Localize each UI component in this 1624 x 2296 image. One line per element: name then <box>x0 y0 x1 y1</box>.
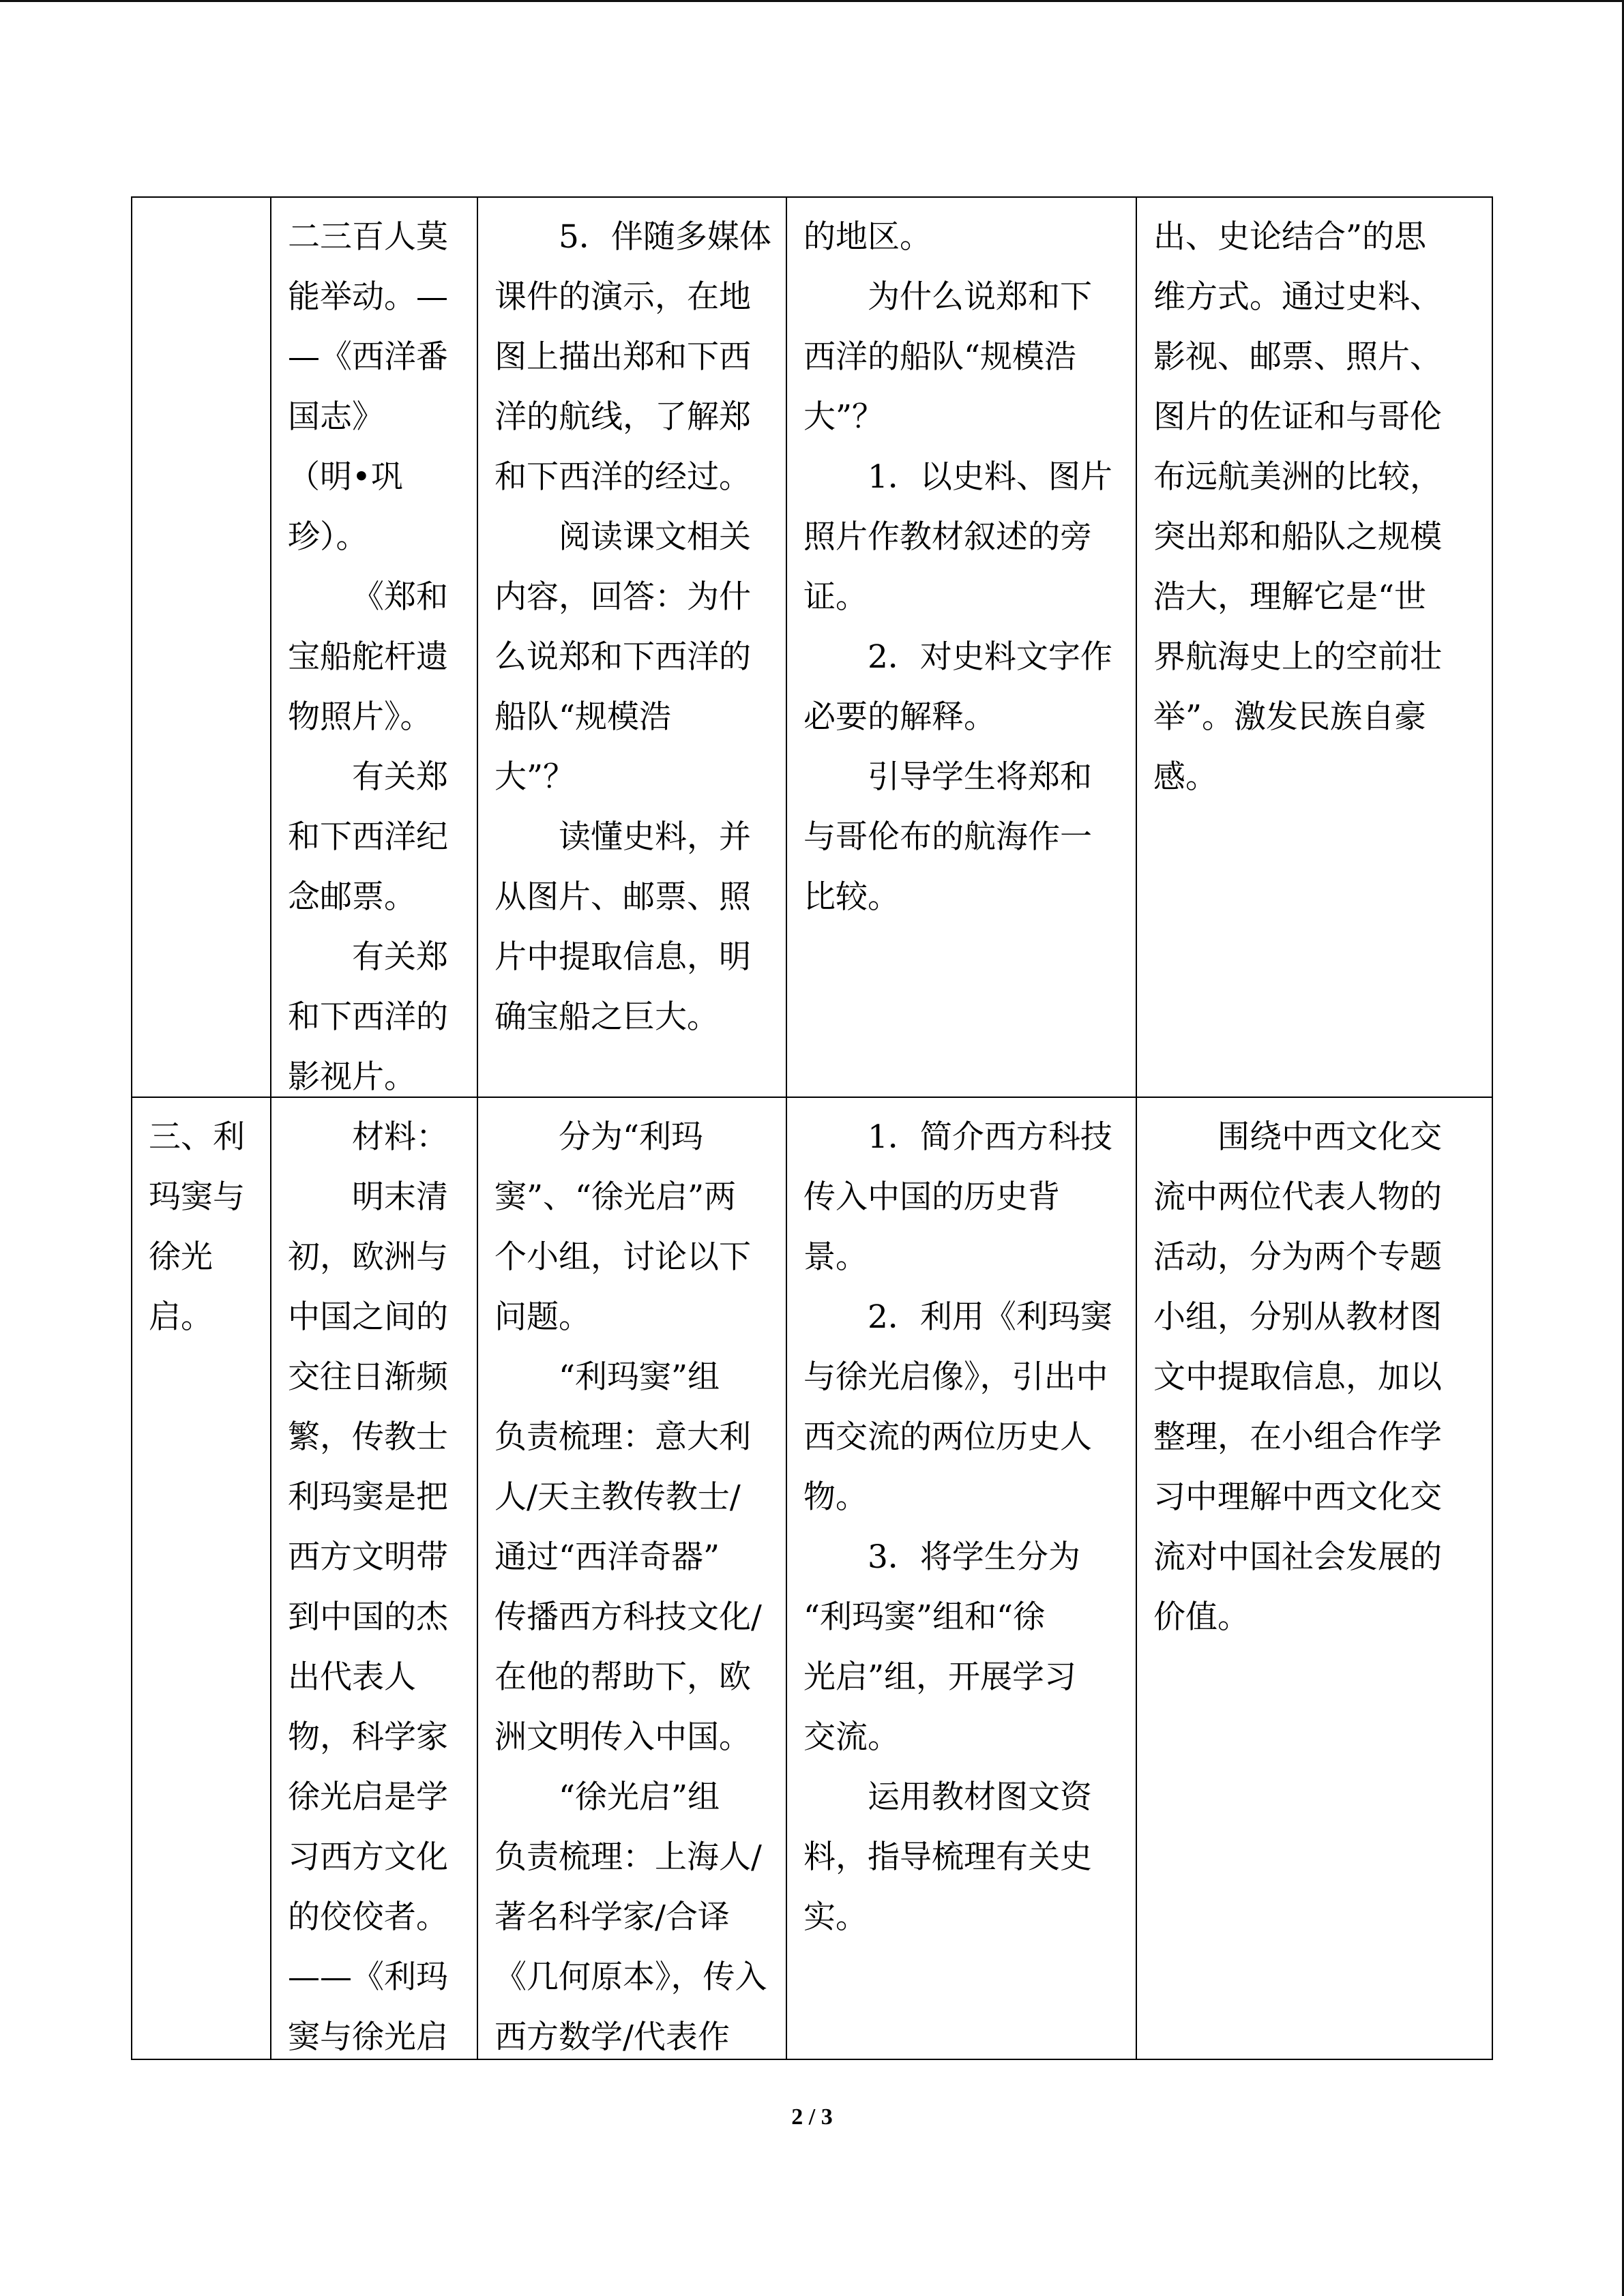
table-cell-r1-c1 <box>132 198 271 1098</box>
text-line: 比较。 <box>803 878 900 916</box>
text-line: 整理，在小组合作学 <box>1153 1418 1442 1456</box>
text-line: 三、利 <box>149 1118 245 1156</box>
text-line: “利玛窦”组和“徐 <box>803 1598 1046 1636</box>
text-line: 为什么说郑和下 <box>868 278 1092 316</box>
text-line: 流中两位代表人物的 <box>1153 1178 1442 1216</box>
text-line: 与徐光启像》，引出中 <box>803 1358 1108 1396</box>
cell-paragraph <box>803 1287 1136 1527</box>
cell-paragraph <box>494 807 786 1047</box>
text-line: 阅读课文相关 <box>559 518 751 556</box>
text-line: 料，指导梳理有关史 <box>803 1838 1092 1876</box>
text-line: 的佼佼者。 <box>288 1898 448 1936</box>
page-frame-top <box>0 0 1624 2</box>
cell-paragraph <box>288 1167 477 2060</box>
text-line: 维方式。通过史料、 <box>1153 278 1442 316</box>
text-line: 围绕中西文化交 <box>1217 1118 1442 1156</box>
text-line: 西方数学/代表作 <box>494 2018 730 2056</box>
text-line: 影视、邮票、照片、 <box>1153 338 1442 376</box>
page-number: 2 / 3 <box>791 2104 833 2130</box>
text-line: 必要的解释。 <box>803 698 996 736</box>
cell-paragraph <box>494 1768 786 2060</box>
table-cell-r2-c5 <box>1137 1098 1493 2060</box>
text-line: 1．简介西方科技 <box>868 1118 1112 1156</box>
text-line: 洲文明传入中国。 <box>494 1718 751 1756</box>
text-line: 负责梳理：上海人/ <box>494 1838 762 1876</box>
text-line: —《西洋番 <box>288 338 448 376</box>
text-line: 繁，传教士 <box>288 1418 448 1456</box>
text-line: 证。 <box>803 578 868 616</box>
cell-paragraph <box>1153 1107 1492 1648</box>
text-line: 传入中国的历史背 <box>803 1178 1060 1216</box>
text-line: 《郑和 <box>352 578 448 616</box>
cell-paragraph <box>494 207 786 507</box>
text-line: 引导学生将郑和 <box>868 758 1092 796</box>
text-line: 分为“利玛 <box>559 1118 704 1156</box>
cell-paragraph <box>803 1107 1136 1287</box>
text-line: 宝船舵杆遗 <box>288 638 448 676</box>
text-line: 的地区。 <box>803 218 932 256</box>
table-cell-r1-c4 <box>787 198 1137 1098</box>
text-line: 洋的航线，了解郑 <box>494 398 751 436</box>
text-line: 2．对史料文字作 <box>868 638 1112 676</box>
text-line: 3．将学生分为 <box>868 1538 1080 1576</box>
text-line: 初，欧洲与 <box>288 1238 448 1276</box>
text-line: 个小组，讨论以下 <box>494 1238 751 1276</box>
text-line: 负责梳理：意大利 <box>494 1418 751 1456</box>
text-line: 和下西洋的 <box>288 998 448 1036</box>
text-line: 大”？ <box>803 398 885 436</box>
table-cell-r1-c3 <box>478 198 787 1098</box>
text-line: 读懂史料，并 <box>559 818 751 856</box>
text-line: 到中国的杰 <box>288 1598 448 1636</box>
cell-paragraph <box>288 927 477 1098</box>
text-line: 交流。 <box>803 1718 900 1756</box>
cell-paragraph <box>803 747 1136 927</box>
text-line: 启。 <box>149 1298 213 1336</box>
text-line: 徐光 <box>149 1238 213 1276</box>
cell-paragraph <box>494 1347 786 1768</box>
table-cell-r2-c3 <box>478 1098 787 2060</box>
table-cell-r2-c2 <box>271 1098 478 2060</box>
text-line: 西方文明带 <box>288 1538 448 1576</box>
cell-paragraph <box>803 1527 1136 1768</box>
text-line: 界航海史上的空前壮 <box>1153 638 1442 676</box>
text-line: 图上描出郑和下西 <box>494 338 751 376</box>
text-line: 5．伴随多媒体 <box>559 218 771 256</box>
text-line: 照片作教材叙述的旁 <box>803 518 1092 556</box>
cell-paragraph <box>803 447 1136 627</box>
text-line: 习中理解中西文化交 <box>1153 1478 1442 1516</box>
text-line: 小组，分别从教材图 <box>1153 1298 1442 1336</box>
text-line: 从图片、邮票、照 <box>494 878 751 916</box>
text-line: 实。 <box>803 1898 868 1936</box>
text-line: 有关郑 <box>352 938 448 976</box>
text-line: 人/天主教传教士/ <box>494 1478 741 1516</box>
cell-paragraph <box>494 1107 786 1347</box>
text-line: 举”。激发民族自豪 <box>1153 698 1427 736</box>
text-line: 影视片。 <box>288 1058 416 1096</box>
text-line: 明末清 <box>352 1178 448 1216</box>
text-line: “利玛窦”组 <box>559 1358 720 1396</box>
text-line: （明•巩 <box>288 458 403 496</box>
cell-paragraph <box>803 1768 1136 1948</box>
cell-paragraph <box>803 207 1136 267</box>
text-line: 感。 <box>1153 758 1217 796</box>
text-line: 出代表人 <box>288 1658 416 1696</box>
text-line: 布远航美洲的比较， <box>1153 458 1442 496</box>
text-line: 有关郑 <box>352 758 448 796</box>
text-line: 西洋的船队“规模浩 <box>803 338 1077 376</box>
text-line: 二三百人莫 <box>288 218 448 256</box>
text-line: 西交流的两位历史人 <box>803 1418 1092 1456</box>
text-line: 浩大，理解它是“世 <box>1153 578 1427 616</box>
text-line: 通过“西洋奇器” <box>494 1538 720 1576</box>
text-line: 大”？ <box>494 758 576 796</box>
cell-paragraph <box>803 627 1136 747</box>
cell-paragraph <box>494 507 786 807</box>
text-line: 著名科学家/合译 <box>494 1898 730 1936</box>
text-line: 1．以史料、图片 <box>868 458 1112 496</box>
text-line: 出、史论结合”的思 <box>1153 218 1427 256</box>
text-line: 能举动。— <box>288 278 448 316</box>
text-line: “徐光启”组 <box>559 1778 720 1816</box>
text-line: 交往日渐频 <box>288 1358 448 1396</box>
text-line: 利玛窦是把 <box>288 1478 448 1516</box>
text-line: 传播西方科技文化/ <box>494 1598 762 1636</box>
text-line: 物。 <box>803 1478 868 1516</box>
text-line: 流对中国社会发展的 <box>1153 1538 1442 1576</box>
text-line: 和下西洋的经过。 <box>494 458 751 496</box>
text-line: 价值。 <box>1153 1598 1250 1636</box>
cell-paragraph <box>288 207 477 567</box>
text-line: 么说郑和下西洋的 <box>494 638 751 676</box>
text-line: 2．利用《利玛窦 <box>868 1298 1112 1336</box>
text-line: 国志》 <box>288 398 384 436</box>
text-line: ——《利玛 <box>288 1958 448 1996</box>
text-line: 问题。 <box>494 1298 591 1336</box>
text-line: 船队“规模浩 <box>494 698 672 736</box>
cell-paragraph <box>288 567 477 747</box>
table-cell-r2-c1 <box>132 1098 271 2060</box>
text-line: 徐光启是学 <box>288 1778 448 1816</box>
text-line: 确宝船之巨大。 <box>494 998 719 1036</box>
text-line: 窦”、“徐光启”两 <box>494 1178 737 1216</box>
text-line: 和下西洋纪 <box>288 818 448 856</box>
text-line: 《几何原本》，传入 <box>494 1958 767 1996</box>
text-line: 景。 <box>803 1238 868 1276</box>
text-line: 窦与徐光启 <box>288 2018 448 2056</box>
text-line: 习西方文化 <box>288 1838 448 1876</box>
text-line: 玛窦与 <box>149 1178 245 1216</box>
text-line: 物，科学家 <box>288 1718 448 1756</box>
text-line: 突出郑和船队之规模 <box>1153 518 1442 556</box>
text-line: 珍）。 <box>288 518 368 556</box>
text-line: 材料： <box>352 1118 448 1156</box>
text-line: 与哥伦布的航海作一 <box>803 818 1092 856</box>
text-line: 念邮票。 <box>288 878 416 916</box>
cell-paragraph <box>803 267 1136 447</box>
table-cell-r2-c4 <box>787 1098 1137 2060</box>
text-line: 片中提取信息，明 <box>494 938 751 976</box>
cell-paragraph <box>288 747 477 927</box>
text-line: 运用教材图文资 <box>868 1778 1092 1816</box>
text-line: 文中提取信息，加以 <box>1153 1358 1442 1396</box>
text-line: 中国之间的 <box>288 1298 448 1336</box>
text-line: 光启”组，开展学习 <box>803 1658 1077 1696</box>
text-line: 内容，回答：为什 <box>494 578 751 616</box>
table-cell-r1-c2 <box>271 198 478 1098</box>
lesson-table <box>131 196 1493 2060</box>
text-line: 活动，分为两个专题 <box>1153 1238 1442 1276</box>
text-line: 物照片》。 <box>288 698 432 736</box>
text-line: 课件的演示，在地 <box>494 278 751 316</box>
text-line: 图片的佐证和与哥伦 <box>1153 398 1442 436</box>
table-cell-r1-c5 <box>1137 198 1493 1098</box>
cell-paragraph <box>288 1107 477 1167</box>
cell-paragraph <box>1153 207 1492 807</box>
text-line: 在他的帮助下，欧 <box>494 1658 751 1696</box>
cell-paragraph <box>149 1107 270 1347</box>
